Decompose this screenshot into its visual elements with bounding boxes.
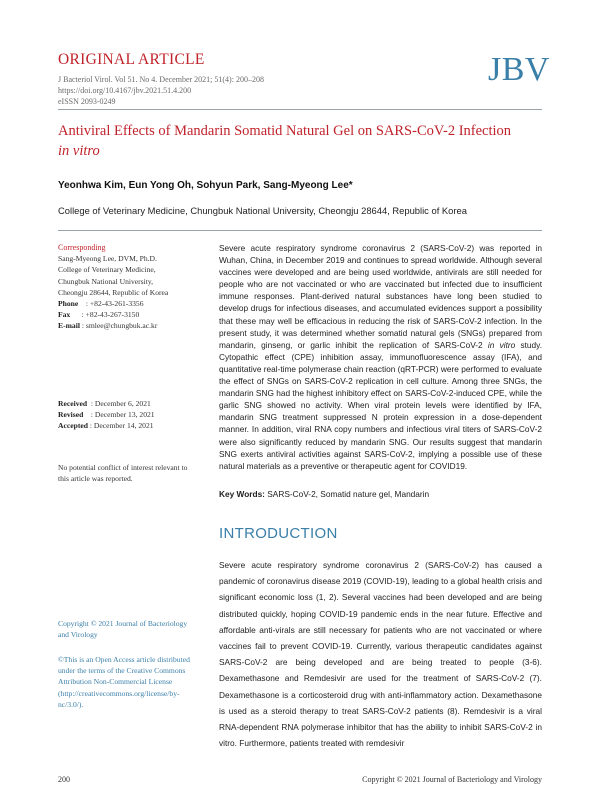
journal-logo: JBV xyxy=(488,51,550,88)
abstract-italic: in vitro xyxy=(487,339,516,350)
fax-label: Fax xyxy=(58,310,71,320)
abstract xyxy=(219,242,542,472)
corresponding-author-box xyxy=(58,242,198,332)
revised-date: December 13, 2021 xyxy=(94,410,155,420)
citation: J Bacteriol Virol. Vol 51. No 4. December 2021; 51(4): 200–208 xyxy=(58,75,264,84)
title-italic: in vitro xyxy=(58,143,100,159)
received-line: Received : December 6, 2021 xyxy=(58,399,151,408)
abstract-text-2: study. Cytopathic effect (CPE) inhibition assay, immunofluorescence assay (IFA), and quantitative real-time polymerase chain reaction (qRT-PCR) were performed to evaluate the effect of SNGs on SARS-CoV-2 replication in cell culture. Among three SNGs, the mandarin SNG had the highest inhibitory effect on SARS-CoV-2-induced CPE, while the garlic SNG showed no activity. When viral protein levels were identified by IFA, mandarin SNG treatment suppressed N protein expression in a dose-dependent manner. In addition, viral RNA copy numbers and infectious viral titers of SARS-CoV-2 were also significantly reduced by mandarin SNG. Our results suggest that mandarin SNG exerts antiviral activities against SARS-CoV-2, implying a possible use of these natural materials as a preventive or therapeutic agent for COVID19. xyxy=(219,339,542,471)
article-type-label: ORIGINAL ARTICLE xyxy=(58,51,205,68)
article-dates xyxy=(58,398,198,432)
email-label: E-mail xyxy=(58,321,80,331)
author-list: Yeonhwa Kim, Eun Yong Oh, Sohyun Park, Sang-Myeong Lee* xyxy=(58,180,353,191)
corr-address-3: Cheongju 28644, Republic of Korea xyxy=(58,287,169,297)
phone-label: Phone xyxy=(58,299,79,309)
corr-address-2: Chungbuk National University, xyxy=(58,276,154,286)
conflict-statement: No potential conflict of interest relevant to this article was reported. xyxy=(58,463,188,484)
open-access-notice: ©This is an Open Access article distributed under the terms of the Creative Commons Attribution Non-Commercial License (http://creativecommons.org/license/by-nc/3.0/). xyxy=(58,655,190,709)
keywords xyxy=(219,489,542,499)
article-title xyxy=(58,121,548,161)
received-label: Received xyxy=(58,399,88,408)
revised-line: Revised : December 13, 2021 xyxy=(58,410,155,420)
header-divider xyxy=(58,109,542,110)
title-divider xyxy=(58,230,542,231)
sidebar-copyright: Copyright © 2021 Journal of Bacteriology and Virology xyxy=(58,619,188,640)
title-main: Antiviral Effects of Mandarin Somatid Natural Gel on SARS-CoV-2 Infection xyxy=(58,123,512,139)
introduction-body: Severe acute respiratory syndrome coronavirus 2 (SARS-CoV-2) has caused a pandemic of coronavirus disease 2019 (COVID-19), leading to a global health crisis and significant economic loss (1, 2). Several vaccines had been developed and are being distributed quickly, hoping COVID-19 pandemic ends in the near future. Effective and affordable anti-virals are still necessary for patients who are not vaccinated or where vaccines fail to prevent COVID-19. Currently, various therapeutic candidates against SARS-CoV-2 are being developed and are being treated to people (3-6). Dexamethasone and Remdesivir are used for the treatment of SARS-CoV-2 (7). Dexamethasone is a corticosteroid drug with anti-inflammatory action. Dexamethasone is used as a steroid therapy to treat SARS-CoV-2 patients (8). Remdesivir is a viral RNA-dependent RNA polymerase inhibitor that has the ability to inhibit SARS-CoV-2 in vitro. Furthermore, patients treated with remdesivir xyxy=(219,560,542,749)
affiliation: College of Veterinary Medicine, Chungbuk National University, Cheongju 28644, Republic of Korea xyxy=(58,205,467,216)
corresponding-label: Corresponding xyxy=(58,243,106,252)
keywords-label: Key Words: xyxy=(219,489,265,499)
corr-name: Sang-Myeong Lee, DVM, Ph.D. xyxy=(58,254,157,264)
abstract-text-1: Severe acute respiratory syndrome coronavirus 2 (SARS-CoV-2) was reported in Wuhan, China, in December 2019 and continues to spread worldwide. Although several vaccines were developed and are being used worldwide, antivirals are still needed for people who are not vaccinated or who are vaccinated but infected due to insufficient immune responses. Plant-derived natural substances have long been studied to develop drugs for infectious diseases, and accumulated evidences support a possibility that these may well be efficacious in reducing the risk of SARS-CoV-2 infection. In the present study, it was determined whether somatid natural gels (SNGs) prepared from mandarin, ginseng, or garlic inhibit the replication of SARS-CoV-2 xyxy=(219,243,542,350)
fax-line: Fax : +82-43-267-3150 xyxy=(58,310,140,320)
section-heading-introduction: INTRODUCTION xyxy=(219,525,338,542)
citation-block xyxy=(58,74,264,107)
phone-line: Phone : +82-43-261-3356 xyxy=(58,299,144,309)
email-link[interactable]: smlee@chungbuk.ac.kr xyxy=(85,321,158,331)
phone-value: +82-43-261-3356 xyxy=(89,299,144,309)
accepted-line: Accepted : December 14, 2021 xyxy=(58,421,154,431)
fax-value: +82-43-267-3150 xyxy=(85,310,140,320)
page-number: 200 xyxy=(58,775,70,784)
keywords-value: SARS-CoV-2, Somatid nature gel, Mandarin xyxy=(267,489,430,499)
doi-link[interactable]: https://doi.org/10.4167/jbv.2021.51.4.200 xyxy=(58,86,192,95)
accepted-date: December 14, 2021 xyxy=(93,421,154,431)
email-line: E-mail : smlee@chungbuk.ac.kr xyxy=(58,321,158,331)
received-date: December 6, 2021 xyxy=(94,399,151,408)
accepted-label: Accepted xyxy=(58,421,88,431)
eissn: eISSN 2093-0249 xyxy=(58,97,116,106)
corr-address-1: College of Veterinary Medicine, xyxy=(58,265,156,275)
revised-label: Revised xyxy=(58,410,84,420)
footer-copyright: Copyright © 2021 Journal of Bacteriology and Virology xyxy=(362,775,542,784)
